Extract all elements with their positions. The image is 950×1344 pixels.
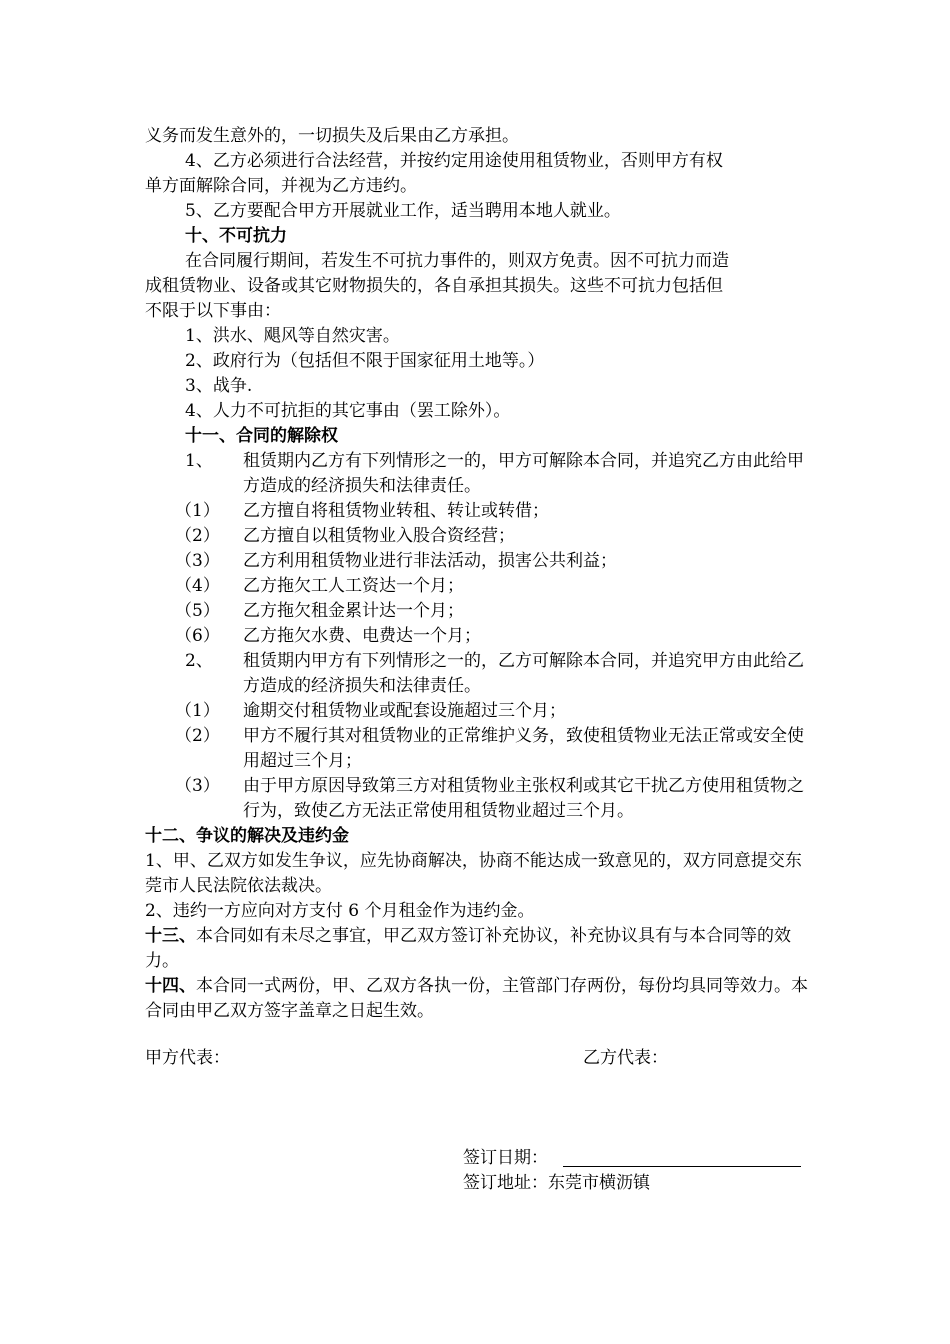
section-heading-10: 十、不可抗力 <box>185 226 287 246</box>
sub-clause-number: （5） <box>175 601 220 621</box>
sub-clause <box>145 724 815 774</box>
sub-clause <box>145 499 815 524</box>
paragraph-text: 本合同如有未尽之事宜，甲乙双方签订补充协议，补充协议具有与本合同等的效力。 <box>145 926 791 971</box>
paragraph-text: 本合同一式两份，甲、乙双方各执一份，主管部门存两份，每份均具同等效力。本合同由甲乙双方签字盖章之日起生效。 <box>145 976 808 1021</box>
text-line: 成租赁物业、设备或其它财物损失的，各自承担其损失。这些不可抗力包括但 <box>145 276 723 296</box>
clause-2 <box>145 649 815 699</box>
text-line: 不限于以下事由： <box>145 301 281 321</box>
sub-clause <box>145 624 815 649</box>
sub-clause-number: （1） <box>175 501 220 521</box>
text-line: 1、洪水、飓风等自然灾害。 <box>185 326 400 346</box>
sub-clause <box>145 599 815 624</box>
text-line: 5、乙方要配合甲方开展就业工作，适当聘用本地人就业。 <box>185 201 621 221</box>
sub-clause-number: （3） <box>175 551 220 571</box>
text-line: 在合同履行期间，若发生不可抗力事件的，则双方免责。因不可抗力而造 <box>185 251 729 271</box>
signing-date-line <box>563 1166 801 1167</box>
section-heading-11: 十一、合同的解除权 <box>185 426 338 446</box>
sub-clause-text: 逾期交付租赁物业或配套设施超过三个月； <box>243 701 566 721</box>
text-line: 单方面解除合同，并视为乙方违约。 <box>145 176 417 196</box>
paragraph-13 <box>145 924 815 974</box>
clause-number: 1、 <box>185 451 213 471</box>
text-line: 2、政府行为（包括但不限于国家征用土地等。） <box>185 351 545 371</box>
sub-clause-text: 乙方拖欠租金累计达一个月； <box>243 601 464 621</box>
party-a-label: 甲方代表： <box>145 1048 230 1068</box>
section-heading-12: 十二、争议的解决及违约金 <box>145 826 349 846</box>
signing-date-label: 签订日期： <box>463 1148 548 1168</box>
sub-clause-text: 乙方拖欠水费、电费达一个月； <box>243 626 481 646</box>
text-line: 3、战争. <box>185 376 253 396</box>
sub-clause-number: （1） <box>175 701 220 721</box>
sub-clause-text: 甲方不履行其对租赁物业的正常维护义务，致使租赁物业无法正常或安全使用超过三个月； <box>243 726 804 771</box>
clause-text: 租赁期内甲方有下列情形之一的，乙方可解除本合同，并追究甲方由此给乙方造成的经济损失和法律责任。 <box>243 651 804 696</box>
signing-place-value: 东莞市横沥镇 <box>548 1173 650 1193</box>
signing-place-label <box>463 1171 650 1196</box>
signing-place-caption: 签订地址： <box>463 1173 548 1193</box>
sub-clause-number: （2） <box>175 526 220 546</box>
party-b-label: 乙方代表： <box>583 1048 668 1068</box>
sub-clause-number: （2） <box>175 726 220 746</box>
text-line: 4、乙方必须进行合法经营，并按约定用途使用租赁物业，否则甲方有权 <box>185 151 723 171</box>
text-line: 义务而发生意外的，一切损失及后果由乙方承担。 <box>145 126 519 146</box>
sub-clause-number: （6） <box>175 626 220 646</box>
paragraph-12b: 2、违约一方应向对方支付 6 个月租金作为违约金。 <box>145 901 535 921</box>
sub-clause <box>145 549 815 574</box>
sub-clause <box>145 524 815 549</box>
section-heading-14: 十四、 <box>145 976 196 996</box>
paragraph-text: 1、甲、乙双方如发生争议，应先协商解决，协商不能达成一致意见的，双方同意提交东莞市人民法院依法裁决。 <box>145 851 802 896</box>
section-heading-13: 十三、 <box>145 926 196 946</box>
sub-clause-text: 乙方利用租赁物业进行非法活动，损害公共利益； <box>243 551 617 571</box>
paragraph-12a <box>145 849 815 899</box>
clause-number: 2、 <box>185 651 213 671</box>
paragraph-14 <box>145 974 815 1024</box>
sub-clause-number: （3） <box>175 776 220 796</box>
sub-clause <box>145 774 815 824</box>
sub-clause-text: 乙方擅自以租赁物业入股合资经营； <box>243 526 515 546</box>
sub-clause-text: 乙方擅自将租赁物业转租、转让或转借； <box>243 501 549 521</box>
sub-clause <box>145 574 815 599</box>
sub-clause-number: （4） <box>175 576 220 596</box>
clause-1 <box>145 449 815 499</box>
clause-1-items <box>145 499 815 649</box>
text-line: 4、人力不可抗拒的其它事由（罢工除外）。 <box>185 401 511 421</box>
clause-2-items <box>145 699 815 824</box>
contract-page <box>145 124 815 1024</box>
sub-clause-text: 乙方拖欠工人工资达一个月； <box>243 576 464 596</box>
sub-clause-text: 由于甲方原因导致第三方对租赁物业主张权利或其它干扰乙方使用租赁物之行为，致使乙方无法正常使用租赁物业超过三个月。 <box>243 776 804 821</box>
sub-clause <box>145 699 815 724</box>
clause-text: 租赁期内乙方有下列情形之一的，甲方可解除本合同，并追究乙方由此给甲方造成的经济损失和法律责任。 <box>243 451 804 496</box>
